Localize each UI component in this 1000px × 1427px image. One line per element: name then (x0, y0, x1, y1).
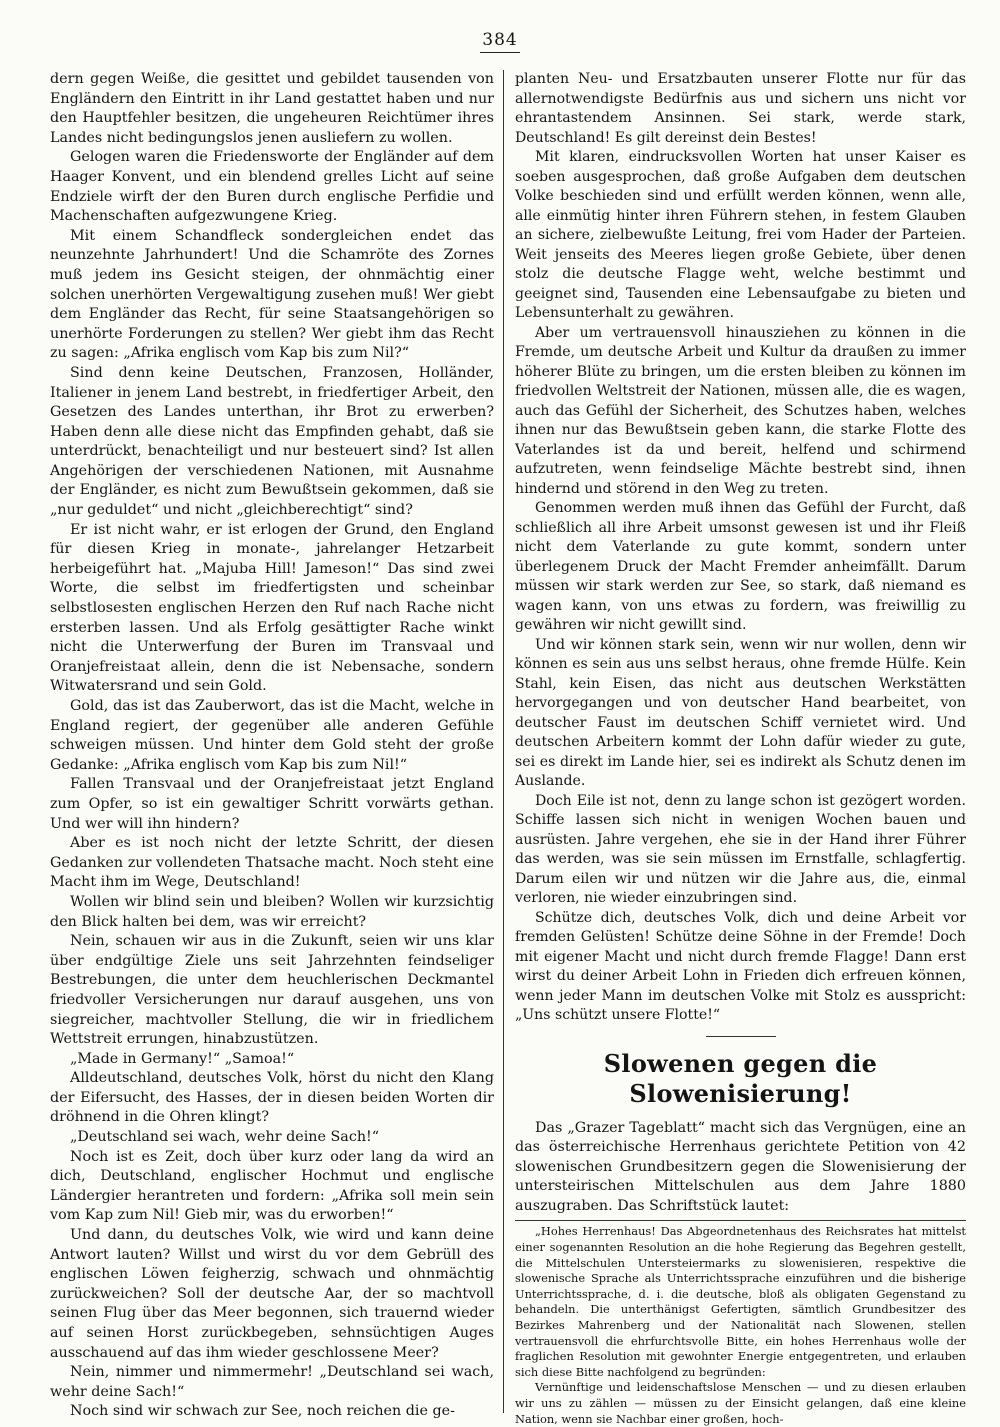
paragraph: planten Neu- und Ersatzbauten unserer Flotte nur für das allernotwendigste Bedürfnis aus und sichern uns nicht vor ehrantastendem Ansinnen. Sei stark, werde stark, Deutschland! Es gilt dereinst dein Bestes! (515, 71, 966, 146)
left-column (50, 70, 503, 1420)
paragraph: Gelogen waren die Friedensworte der Engländer auf dem Haager Konvent, und ein blendend grelles Licht auf seine Endziele wirft der den Buren durch englische Perfidie und Machenschaften aufgezwungene Krieg. (50, 149, 494, 225)
paragraph: Und wir können stark sein, wenn wir nur wollen, denn wir können es sein aus uns selbst heraus, ohne fremde Hülfe. Kein Stahl, kein Eisen, das nicht aus deutschen Werkstätten hervorgegangen und von deutscher Hand bearbeitet, von deutscher Faust im deutschen Schiff vernietet wird. Und deutschen Arbeitern kommt der Lohn dafür wieder zu gute, sei es direkt im Lande hier, sei es indirekt als Schutz denen im Auslande. (515, 636, 966, 789)
section-divider (706, 1036, 776, 1037)
paragraph: Sind denn keine Deutschen, Franzosen, Holländer, Italiener in jenem Land bestrebt, in friedfertiger Arbeit, den Gesetzen des Landes unterthan, ihr Brot zu erwerben? Haben denn alle diese nicht das Empfinden gehabt, daß sie unterdrückt, benachteiligt und nur besteuert sind? Ist allen Angehörigen der verschiedenen Nationen, mit Ausnahme der Engländer, es nicht zum Bewußtsein gekommen, daß sie „nur geduldet“ und nicht „gleichberechtigt“ sind? (50, 364, 494, 519)
paragraph: „Deutschland sei wach, wehr deine Sach!“ (70, 1129, 380, 1146)
paragraph: Nein, schauen wir aus in die Zukunft, seien wir uns klar über endgültige Ziele uns seit Jahrzehnten feindseliger Bestrebungen, die unter dem heuchlerischen Deckmantel friedvoller Versicherungen nur darauf ausgehen, uns von siegreicher, machtvoller Stellung, die wir in friedlichem Wettstreit errungen, hinabzustützen. (50, 933, 494, 1048)
text-columns (50, 70, 966, 1426)
page-number (0, 30, 1000, 53)
paragraph: dern gegen Weiße, die gesittet und gebildet tausenden von Engländern den Eintritt in ihr Land gestattet haben und nur den Hauptfehler besitzen, die ungeheuren Reichtümer ihres Landes nicht bedingungslos jenen ausliefern zu wollen. (50, 71, 494, 146)
paragraph: Fallen Transvaal und der Oranjefreistaat jetzt England zum Opfer, so ist ein gewaltiger Schritt vorwärts gethan. Und wer will ihn hindern? (50, 776, 494, 832)
paragraph: Noch ist es Zeit, doch über kurz oder lang da wird an dich, Deutschland, englischer Hochmut und englische Ländergier herantreten und fordern: „Afrika soll mein sein vom Kap zum Nil! Gieb mir, was du erworben!“ (50, 1148, 494, 1224)
paragraph: „Made in Germany!“ „Samoa!“ (70, 1050, 295, 1067)
petition-quote (515, 1224, 966, 1427)
quote-paragraph: Vernünftige und leidenschaftslose Menschen — und zu diesen erlauben wir uns zu zählen — müssen zu der Einsicht gelangen, daß eine kleine Nation, wenn sie Nachbar einer großen, hoch- (515, 1380, 966, 1426)
paragraph: Aber es ist noch nicht der letzte Schritt, der diesen Gedanken zur vollendeten Thatsache macht. Noch steht eine Macht ihm im Wege, Deutschland! (50, 835, 494, 891)
intro-paragraph: Das „Grazer Tageblatt“ macht sich das Vergnügen, eine an das österreichische Herrenhaus gerichtete Petition von 42 slowenischen Grundbesitzern gegen die Slowenisierung der untersteirischen Mittelschulen aus dem Jahre 1880 auszugraben. Das Schriftstück lautet: (515, 1119, 966, 1214)
paragraph: Noch sind wir schwach zur See, noch reichen die ge- (70, 1403, 455, 1420)
right-column (503, 70, 966, 1426)
paragraph: Genommen werden muß ihnen das Gefühl der Furcht, daß schließlich all ihre Arbeit umsonst gewesen ist und ihr Fleiß nicht dem Vaterlande zu gute kommt, sondern unter überlegenem Druck der Macht Fremder anheimfällt. Darum müssen wir stark werden zur See, so stark, daß niemand es wagen kann, von uns etwas zu fordern, was freiwillig zu gewähren wir nicht gewillt sind. (515, 500, 966, 633)
paragraph: Mit einem Schandfleck sondergleichen endet das neunzehnte Jahrhundert! Und die Schamröte des Zornes muß jedem ins Gesicht steigen, der ohnmächtig einer solchen unerhörten Vergewaltigung zusehen muß! Wer giebt dem Engländer das Recht, für seine Staatsangehörigen so unerhörte Forderungen zu stellen? Wer giebt ihm das Recht zu sagen: „Afrika englisch vom Kap bis zum Nil?“ (50, 227, 494, 362)
paragraph: Nein, nimmer und nimmermehr! „Deutschland sei wach, wehr deine Sach!“ (50, 1364, 494, 1400)
paragraph: Wollen wir blind sein und bleiben? Wollen wir kurzsichtig den Blick halten bei dem, was wir erreicht? (50, 893, 494, 930)
paragraph: Er ist nicht wahr, er ist erlogen der Grund, den England für diesen Krieg in monate-, jahrelanger Hetzarbeit herbeigeführt hat. „Majuba Hill! Jameson!“ Das sind zwei Worte, die selbst im friedfertigsten und scheinbar selbstlosesten englischen Herzen den Ruf nach Rache nicht ersterben lassen. Und als Erfolg gesättigter Rache winkt nicht die Unterwerfung der Buren im Transvaal und Oranjefreistaat allein, denn die ist Nebensache, sondern Witwatersrand und sein Gold. (50, 521, 494, 695)
article-headline: Slowenen gegen die Slowenisierung! (603, 1048, 878, 1108)
paragraph: Und dann, du deutsches Volk, wie wird und kann deine Antwort lauten? Willst und wirst du vor dem Gebrüll des englischen Löwen feigherzig, schwach und ohnmächtig zurückweichen? Soll der deutsche Aar, der so machtvoll seinen Flug über das Meer begonnen, sich trauernd wieder auf seinen Horst zurückbegeben, sehnsüchtigen Auges ausschauend auf das ihm wieder geschlossene Meer? (50, 1227, 494, 1361)
paragraph: Mit klaren, eindrucksvollen Worten hat unser Kaiser es soeben ausgesprochen, daß große Aufgaben dem deutschen Volke beschieden sind und erfüllt werden können, wenn alle, alle einmütig hinter ihren Führern stehen, in festem Glauben an sichere, zielbewußte Leitung, frei vom Hader der Parteien. Weit jenseits des Meeres liegen große Gebiete, über denen stolz die deutsche Flagge weht, welche bestimmt und geeignet sind, Tausenden eine Lebensaufgabe zu bieten und Lebensunterhalt zu gewähren. (515, 149, 966, 321)
page-number-text: 384 (482, 30, 518, 50)
paragraph: Gold, das ist das Zauberwort, das ist die Macht, welche in England regiert, der gegenüber alle anderen Gefühle schweigen müssen. Und hinter dem Gold steht der große Gedanke: „Afrika englisch vom Kap bis zum Nil!“ (50, 698, 494, 773)
page-number-rule (480, 52, 520, 53)
quote-divider (515, 1220, 966, 1221)
article-intro (515, 1119, 966, 1217)
paragraph: Alldeutschland, deutsches Volk, hörst du nicht den Klang der Eifersucht, des Hasses, der in diesen beiden Worten dir dröhnend in die Ohren klingt? (50, 1070, 494, 1126)
paragraph: Aber um vertrauensvoll hinausziehen zu können in die Fremde, um deutsche Arbeit und Kultur da draußen zu immer höherer Blüte zu bringen, um die ersten bleiben zu können im friedvollen Weltstreit der Nationen, müssen alle, die es wagen, auch das Gefühl der Sicherheit, des Schutzes haben, welches ihnen nur das Bewußtsein geben kann, die starke Flotte des Vaterlandes ist da und bereit, helfend und schirmend aufzutreten, wenn feindselige Mächte bestrebt sind, ihnen hindernd und störend in den Weg zu treten. (515, 324, 966, 497)
paragraph: Schütze dich, deutsches Volk, dich und deine Arbeit vor fremden Gelüsten! Schütze deine Söhne in der Fremde! Doch mit eigener Macht und nicht durch fremde Flagge! Dann erst wirst du deiner Arbeit Lohn in Frieden dich erfreuen können, wenn jeder Mann im deutschen Volke mit Stolz es ausspricht: „Uns schützt unsere Flotte!“ (515, 909, 966, 1023)
paragraph: Doch Eile ist not, denn zu lange schon ist gezögert worden. Schiffe lassen sich nicht in wenigen Wochen bauen und ausrüsten. Jahre vergehen, ehe sie in der Hand ihrer Führer das werden, was sie sein müssen im Ernstfalle, schlagfertig. Darum eilen wir und nützen wir die Jahre aus, die, einmal verloren, nie wieder einzubringen sind. (515, 792, 966, 906)
quote-paragraph: „Hohes Herrenhaus! Das Abgeordnetenhaus des Reichsrates hat mittelst einer sogenannten Resolution an die hohe Regierung das Begehren gestellt, die Mittelschulen Untersteiermarks zu slowenisieren, respektive die slowenische Sprache als Unterrichtssprache einzuführen und die bisherige Unterrichtssprache, d. i. die deutsche, bloß als obligaten Gegenstand zu behandeln. Die unterthänigst Gefertigten, sämtlich Grundbesitzer des Bezirkes Mahrenberg und der Nationalität nach Slowenen, stellen vertrauensvoll die ehrfurchtsvolle Bitte, ein hohes Herrenhaus wolle der fraglichen Resolution mit gewohnter Energie entgegentreten, und erlauben sich diese Bitte nachfolgend zu begründen: (515, 1224, 966, 1379)
